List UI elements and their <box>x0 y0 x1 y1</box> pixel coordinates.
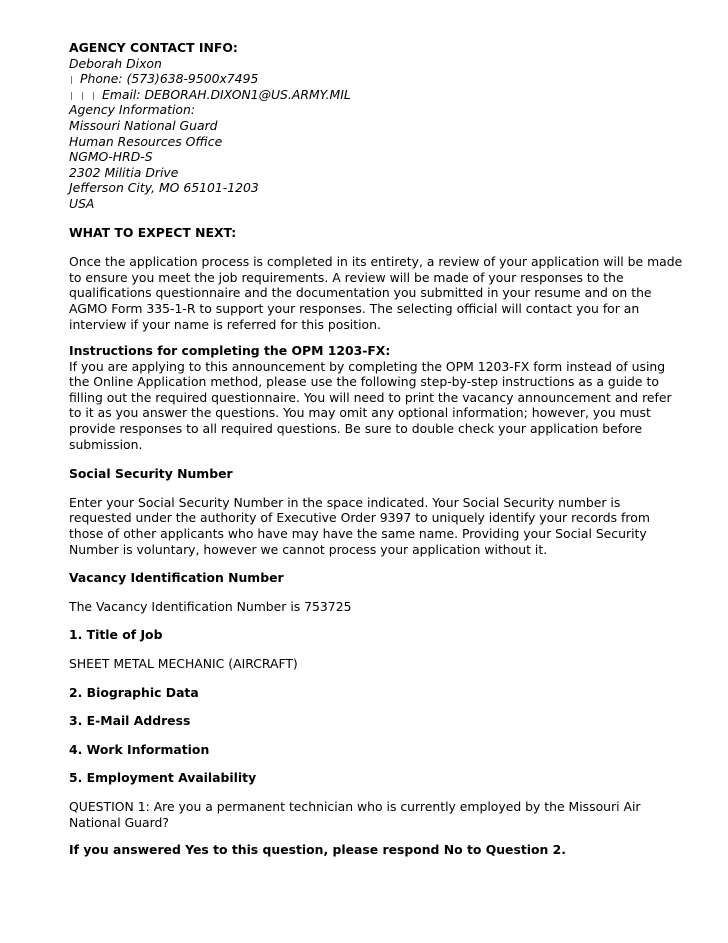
paragraph-line: provide responses to all required questions. Be sure to double check your application before <box>69 421 643 437</box>
vacancy-text: The Vacancy Identification Number is 753725 <box>69 598 352 614</box>
paragraph-line: filling out the required questionnaire. You will need to print the vacancy announcement and refer <box>69 389 672 405</box>
tab-marker-icon <box>71 76 72 84</box>
instructions-paragraph <box>69 358 672 453</box>
agency-line: Human Resources Office <box>69 133 223 149</box>
question-line: National Guard? <box>69 814 169 830</box>
section-biographic-data: 2. Biographic Data <box>69 684 199 700</box>
contact-name: Deborah Dixon <box>69 55 162 71</box>
paragraph-line: AGMO Form 335-1-R to support your responses. The selecting official will contact you for an <box>69 300 640 316</box>
paragraph-line: Enter your Social Security Number in the space indicated. Your Social Security number is <box>69 494 621 510</box>
paragraph-line: Once the application process is completed in its entirety, a review of your application will be made <box>69 254 683 270</box>
agency-line: USA <box>69 195 95 211</box>
paragraph-line: to it as you answer the questions. You may omit any optional information; however, you must <box>69 405 651 421</box>
vacancy-heading: Vacancy Identification Number <box>69 570 284 586</box>
ssn-paragraph <box>69 495 669 557</box>
section-email-address: 3. E-Mail Address <box>69 713 191 729</box>
paragraph-line: requested under the authority of Executive Order 9397 to uniquely identify your records from <box>69 510 650 526</box>
paragraph-line: qualifications questionnaire and the documentation you submitted in your resume and on the <box>69 285 652 301</box>
contact-email-line <box>69 87 669 103</box>
paragraph-line: to ensure you meet the job requirements. A review will be made of your responses to the <box>69 269 624 285</box>
question-1-note: If you answered Yes to this question, please respond No to Question 2. <box>69 842 566 858</box>
contact-heading: AGENCY CONTACT INFO: <box>69 40 238 55</box>
agency-line: 2302 Militia Drive <box>69 164 179 180</box>
contact-phone-line <box>69 71 669 87</box>
instructions-heading: Instructions for completing the OPM 1203-FX: <box>69 343 391 359</box>
tab-marker-icon <box>93 92 94 100</box>
paragraph-line: Number is voluntary, however we cannot process your application without it. <box>69 541 548 557</box>
document-page <box>69 40 683 858</box>
ssn-heading: Social Security Number <box>69 466 233 482</box>
section-employment-availability: 5. Employment Availability <box>69 770 257 786</box>
paragraph-line: those of other applicants who have may have the same name. Providing your Social Security <box>69 526 647 542</box>
section-title-of-job: 1. Title of Job <box>69 627 163 643</box>
paragraph-line: interview if your name is referred for this position. <box>69 316 381 332</box>
agency-line: Missouri National Guard <box>69 117 218 133</box>
paragraph-line: If you are applying to this announcement by completing the OPM 1203-FX form instead of using <box>69 358 666 374</box>
paragraph-line: the Online Application method, please use the following step-by-step instructions as a guide to <box>69 374 659 390</box>
tab-marker-icon <box>82 92 83 100</box>
question-line: QUESTION 1: Are you a permanent technician who is currently employed by the Missouri Air <box>69 798 641 814</box>
agency-line: NGMO-HRD-S <box>69 149 153 165</box>
paragraph-line: submission. <box>69 436 143 452</box>
question-1 <box>69 799 669 830</box>
job-title-value: SHEET METAL MECHANIC (AIRCRAFT) <box>69 656 298 671</box>
agency-line: Jefferson City, MO 65101-1203 <box>69 180 259 196</box>
expect-heading: WHAT TO EXPECT NEXT: <box>69 224 237 240</box>
contact-phone: Phone: (573)638-9500x7495 <box>80 71 259 87</box>
agency-label: Agency Information: <box>69 102 196 118</box>
expect-paragraph <box>69 254 683 332</box>
section-work-information: 4. Work Information <box>69 741 210 757</box>
tab-marker-icon <box>71 92 72 100</box>
contact-email: Email: DEBORAH.DIXON1@US.ARMY.MIL <box>102 86 351 102</box>
